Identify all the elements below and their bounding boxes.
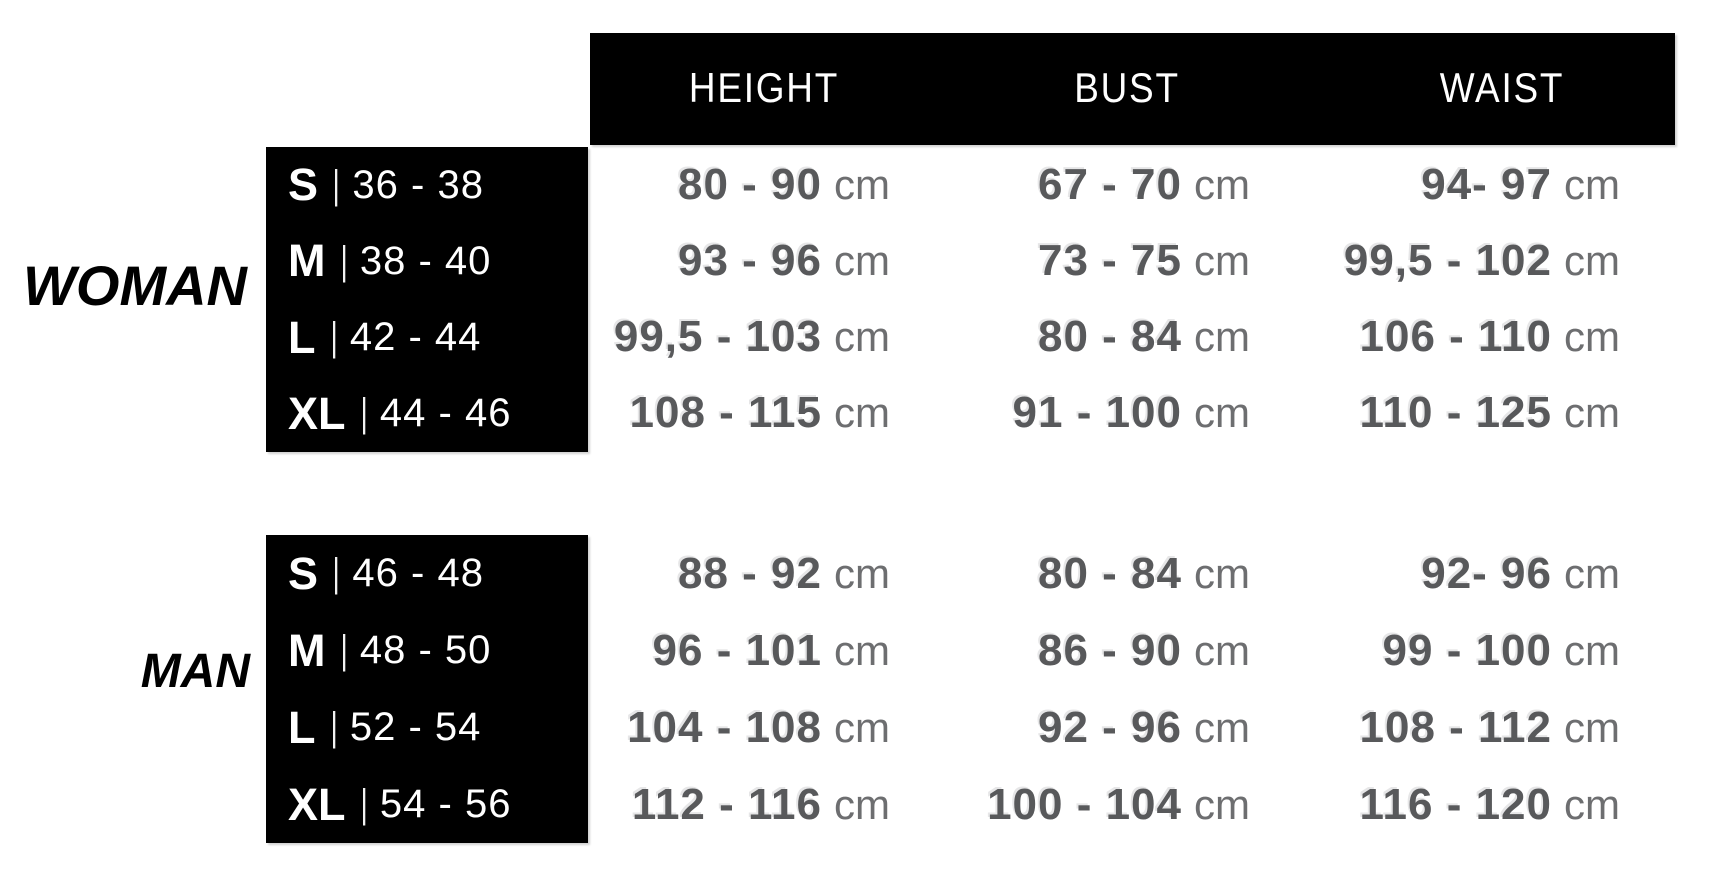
value-number: 94- 97 xyxy=(1421,160,1552,209)
unit-label: cm xyxy=(1194,626,1250,674)
woman-m-bust xyxy=(890,223,1250,299)
value-number: 67 - 70 xyxy=(1038,160,1182,209)
size-letter: L xyxy=(288,311,316,363)
column-header-bar xyxy=(590,33,1675,145)
unit-label: cm xyxy=(834,549,890,597)
size-row-woman-s xyxy=(266,147,588,223)
value-number: 100 - 104 xyxy=(987,779,1182,829)
woman-xl-bust xyxy=(890,375,1250,451)
size-separator: | xyxy=(332,551,340,595)
size-row-man-m xyxy=(266,612,588,689)
unit-label: cm xyxy=(1564,313,1620,360)
value-number: 108 - 115 xyxy=(629,388,822,437)
man-m-height xyxy=(600,612,890,689)
size-range: 36 - 38 xyxy=(352,162,484,207)
size-range: 44 - 46 xyxy=(379,391,512,436)
man-s-waist xyxy=(1250,535,1620,612)
woman-size-panel xyxy=(266,147,588,452)
man-values-grid xyxy=(600,535,1620,843)
man-l-bust xyxy=(890,689,1250,766)
unit-label: cm xyxy=(834,780,890,828)
unit-label: cm xyxy=(1194,161,1250,208)
value-number: 80 - 84 xyxy=(1038,548,1182,598)
unit-label: cm xyxy=(1564,780,1620,828)
size-letter: M xyxy=(288,235,326,287)
woman-l-bust xyxy=(890,299,1250,375)
man-s-bust xyxy=(890,535,1250,612)
size-letter: S xyxy=(288,547,319,599)
size-separator: | xyxy=(330,705,338,749)
man-l-height xyxy=(600,689,890,766)
column-header-bust: BUST xyxy=(1074,64,1180,112)
column-header-waist: WAIST xyxy=(1439,64,1565,112)
value-number: 80 - 84 xyxy=(1038,312,1182,361)
woman-m-waist xyxy=(1250,223,1620,299)
man-section-label: MAN xyxy=(140,645,250,698)
woman-s-bust xyxy=(890,147,1250,223)
size-range: 48 - 50 xyxy=(359,628,492,672)
unit-label: cm xyxy=(834,703,890,751)
value-number: 73 - 75 xyxy=(1038,236,1182,285)
value-number: 93 - 96 xyxy=(678,236,822,285)
woman-l-waist xyxy=(1250,299,1620,375)
man-xl-height xyxy=(600,766,890,843)
unit-label: cm xyxy=(1194,389,1250,436)
size-row-woman-m xyxy=(266,223,588,299)
value-number: 86 - 90 xyxy=(1038,625,1182,675)
value-number: 88 - 92 xyxy=(678,548,822,598)
unit-label: cm xyxy=(1564,626,1620,674)
unit-label: cm xyxy=(1564,237,1620,284)
size-separator: | xyxy=(340,238,348,283)
unit-label: cm xyxy=(834,161,890,208)
woman-s-height xyxy=(600,147,890,223)
man-xl-bust xyxy=(890,766,1250,843)
unit-label: cm xyxy=(1564,549,1620,597)
value-number: 112 - 116 xyxy=(631,779,822,829)
size-row-woman-xl xyxy=(266,376,588,452)
man-m-waist xyxy=(1250,612,1620,689)
size-row-woman-l xyxy=(266,300,588,376)
size-letter: L xyxy=(288,701,316,753)
value-number: 91 - 100 xyxy=(1012,388,1182,437)
man-l-waist xyxy=(1250,689,1620,766)
value-number: 92- 96 xyxy=(1421,548,1552,598)
woman-xl-height xyxy=(600,375,890,451)
woman-values-grid xyxy=(600,147,1620,451)
value-number: 99,5 - 102 xyxy=(1343,236,1552,285)
size-row-man-l xyxy=(266,689,588,766)
unit-label: cm xyxy=(1194,313,1250,360)
size-separator: | xyxy=(360,782,368,826)
unit-label: cm xyxy=(834,313,890,360)
unit-label: cm xyxy=(834,626,890,674)
column-header-height: HEIGHT xyxy=(688,64,840,112)
value-number: 110 - 125 xyxy=(1359,388,1552,437)
unit-label: cm xyxy=(834,237,890,284)
size-letter: M xyxy=(288,624,326,676)
size-letter: XL xyxy=(288,778,346,830)
unit-label: cm xyxy=(1564,703,1620,751)
unit-label: cm xyxy=(1194,237,1250,284)
value-number: 104 - 108 xyxy=(627,702,822,752)
value-number: 108 - 112 xyxy=(1359,702,1552,752)
size-separator: | xyxy=(360,391,368,436)
man-m-bust xyxy=(890,612,1250,689)
unit-label: cm xyxy=(1564,389,1620,436)
size-separator: | xyxy=(332,162,340,207)
size-letter: S xyxy=(288,159,319,211)
unit-label: cm xyxy=(1564,161,1620,208)
size-range: 42 - 44 xyxy=(349,315,482,360)
size-separator: | xyxy=(330,315,338,360)
man-s-height xyxy=(600,535,890,612)
unit-label: cm xyxy=(834,389,890,436)
woman-l-height xyxy=(600,299,890,375)
woman-m-height xyxy=(600,223,890,299)
value-number: 106 - 110 xyxy=(1359,312,1552,361)
value-number: 96 - 101 xyxy=(652,625,822,675)
unit-label: cm xyxy=(1194,703,1250,751)
value-number: 92 - 96 xyxy=(1038,702,1182,752)
woman-s-waist xyxy=(1250,147,1620,223)
man-size-panel xyxy=(266,535,588,843)
size-range: 54 - 56 xyxy=(379,782,512,826)
woman-section-label: WOMAN xyxy=(23,254,247,317)
woman-xl-waist xyxy=(1250,375,1620,451)
unit-label: cm xyxy=(1194,780,1250,828)
size-row-man-xl xyxy=(266,766,588,843)
size-separator: | xyxy=(340,628,348,672)
size-row-man-s xyxy=(266,535,588,612)
size-range: 52 - 54 xyxy=(349,705,482,749)
value-number: 99,5 - 103 xyxy=(613,312,822,361)
value-number: 99 - 100 xyxy=(1382,625,1552,675)
unit-label: cm xyxy=(1194,549,1250,597)
value-number: 80 - 90 xyxy=(678,160,822,209)
value-number: 116 - 120 xyxy=(1359,779,1552,829)
size-letter: XL xyxy=(288,387,346,439)
man-xl-waist xyxy=(1250,766,1620,843)
size-range: 46 - 48 xyxy=(352,551,484,595)
size-range: 38 - 40 xyxy=(359,238,492,283)
